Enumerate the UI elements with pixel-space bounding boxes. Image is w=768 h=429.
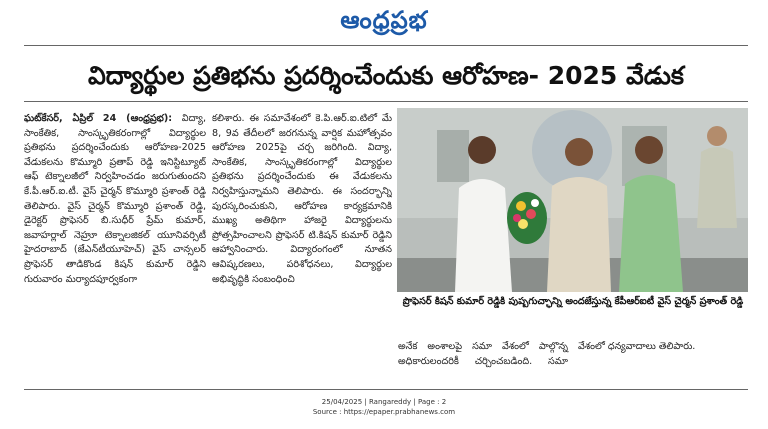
- article-text-col1: విద్యా, సాంకేతిక, సాంస్కృతికరంగాల్లో విద్యార్థుల ప్రతిభను ప్రదర్శించేందుకు ఆరోహణ-2025 వేడుకలను కొమ్మూరి ప్రతాప్ రెడ్డి ఇనిస్టిట్యూట్ ఆఫ్ టెక్నాలజీలో నిర్వహించడం జరుగుతుందని కే.పీ.ఆర్.ఐ.టీ. వైస్ చైర్మన్ కొమ్మూరి ప్రశాంత్ రెడ్డి తెలిపారు. వైస్ చైర్మన్ కొమ్మూరి ప్రశాంత్ రెడ్డి, డైరెక్టర్ ప్రొఫెసర్ బి.సుధీర్ ప్రేమ్ కుమార్, జవాహర్లాల్ నెహ్రూ టెక్నాలజికల్ యూనివర్సిటీ హైదరాబాద్ (జేఎన్‌టీయూహెచ్) వైస్ చాన్సలర్ ప్రొఫెసర్ తాడికొండ కిషన్ కుమార్ రెడ్డిని గురువారం మర్యాదపూర్వకంగా: [24, 113, 206, 285]
- article-text-col2: కలిశారు. ఈ సమావేశంలో కె.పి.ఆర్.ఐ.టిలో మే 8, 9వ తేదీలలో జరగనున్న వార్షిక మహోత్సవం ఆరోహణ 2025పై చర్చ జరిగింది. విద్యా, సాంకేతిక, సాంస్కృతికరంగాల్లో విద్యార్థుల ప్రతిభను ప్రదర్శించేందుకు ఈ వేడుకలను నిర్వహిస్తున్నామని తెలిపారు. ఈ సందర్భాన్ని పురస్కరించుకుని, ఆరోహణ కార్యక్రమానికి ముఖ్య అతిథిగా హాజరై విద్యార్థులను ప్రోత్సహించాలని ప్రొఫెసర్ టి.కిషన్ కుమార్ రెడ్డిని ఆహ్వానించారు. విద్యారంగంలో నూతన ఆవిష్కరణలు, పరిశోధనలు, విద్యార్థుల అభివృద్ధికి సంబంధించి: [212, 113, 392, 285]
- headline-rule: [24, 101, 748, 102]
- article-column-3: [398, 340, 748, 380]
- masthead-title: ఆంధ్రప్రభ: [340, 6, 428, 34]
- bottom-rule: [24, 389, 748, 390]
- masthead-logo: [300, 6, 468, 38]
- photo-caption: ప్రొఫెసర్ కిషన్ కుమార్ రెడ్డికి పుష్పగుచ్ఛాన్ని అందజేస్తున్న కేపీఆర్ఐటీ వైస్ చైర్మన్ ప్రశాంత్ రెడ్డి: [402, 296, 744, 307]
- footer-source: Source : https://epaper.prabhanews.com: [312, 408, 456, 416]
- article-column-2: [212, 112, 392, 384]
- photo-scene: [397, 108, 748, 292]
- dateline: ఘట్‌కేసర్, ఏప్రిల్ 24 (ఆంధ్రప్రభ):: [24, 113, 173, 124]
- footer: [200, 397, 568, 417]
- news-photo: [397, 108, 748, 292]
- footer-date-page: 25/04/2025 | Rangareddy | Page : 2: [321, 398, 447, 406]
- top-rule: [24, 45, 748, 46]
- headline: విద్యార్థుల ప్రతిభను ప్రదర్శించేందుకు ఆరోహణ- 2025 వేడుక: [88, 61, 684, 90]
- article-column-1: [24, 112, 206, 384]
- article-text-col3: అనేక అంశాలపై సమా వేశంలో పాల్గొన్న అధికారులందరికీ చర్చించబడింది. సమా వేశంలో ధన్యవాదాలు తెలిపారు.: [398, 341, 696, 367]
